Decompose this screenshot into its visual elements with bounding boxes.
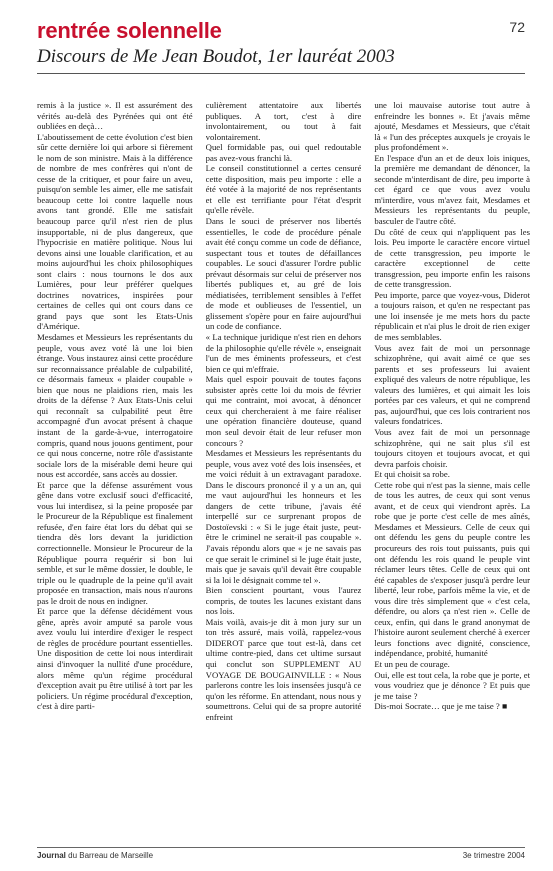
column-1: [37, 100, 193, 837]
column-2: [206, 100, 362, 837]
paragraph: Dans le souci de préserver nos libertés essentielles, le code de procédure pénale avait été conçu comme un code de défiance, suspectant tous et toutes de défaillances coupables. Le souci d'assurer l'ordre public prévaut désormais sur celui de préserver nos libertés publiques et, au gré de lois médiatisées, terriblement sensibles à l'effet de mode et oublieuses de l'essentiel, un glissement s'opère pour en faire aujourd'hui un code de confiance.: [205, 216, 362, 332]
page-number: 72: [509, 19, 525, 35]
paragraph: Et parce que la défense assurément vous gêne dans votre exclusif souci d'efficacité, vous lui interdisez, si la peine proposée par le Procureur de la République est finalement refusée, d'en faire état lors du débat qui se tiendra dès lors devant la juridiction correctionnelle. Monsieur le Procureur de la République pourra requérir si bon lui semble, et sur le même dossier, le double, le triple ou le quadruple de la peine qu'il avait proposée en transaction, mais nous n'aurons pas le droit de nous en indigner.: [37, 479, 193, 606]
paragraph: Quel formidable pas, oui quel redoutable pas avez-vous franchi là.: [205, 142, 362, 163]
paragraph: Du côté de ceux qui n'appliquent pas les lois. Peu importe le caractère encore virtuel de cette transgression, peu importe le caractère exceptionnel de cette transgression, peu importe enfin les raisons de cette transgression.: [374, 226, 531, 290]
paragraph: Le conseil constitutionnel a certes censuré cette disposition, mais peu importe : elle a été votée à la majorité de nos représentants et elle est terrifiante pour l'état d'esprit qu'elle révèle.: [205, 163, 362, 216]
paragraph: Et qui choisit sa robe.: [374, 469, 450, 480]
paragraph: En l'espace d'un an et de deux lois iniques, la première me demandant de dénoncer, la seconde m'interdisant de dire, peu importe à cet égard ce que vous avez voulu m'interdire, vous m'avez fait, Mesdames et Messieurs les représentants du peuple, basculer de l'autre côté.: [374, 152, 531, 227]
paragraph: remis à la justice ». Il est assurément des vérités au-delà des Pyrénées qui ont été oubliées en deçà…: [37, 100, 193, 132]
paragraph: Vous avez fait de moi un personnage schizophrène, qui avait aimé ce que ses parents et ses professeurs lui avaient expliqué des valeurs de notre république, les valeurs des lumières, et qui aimait les lois portées par ces valeurs, et qui ne comprend pas, aujourd'hui, que ces lois contrarient nos valeurs fondatrices.: [374, 342, 531, 427]
article-subtitle: Discours de Me Jean Boudot, 1er lauréat 2003: [37, 46, 395, 67]
paragraph: Peu importe, parce que voyez-vous, Diderot a toujours raison, et qu'en ne respectant pas une loi insensée je me mets hors du pacte républicain et n'ai plus le droit de rien exiger de mes semblables.: [374, 289, 531, 343]
paragraph: Et parce que la défense décidément vous gêne, après avoir amputé sa parole vous avez voulu lui interdire d'exiger le respect de règles de procédure pourtant essentielles. Une disposition de cette loi nous interdirait ainsi d'invoquer la nullité d'une procédure, alors même qu'un régime procédural d'exception avait pu être utilisé à tort par les policiers. Un régime procédural d'exception, c'est à dire parti-: [37, 606, 193, 712]
issue-date: 3e trimestre 2004: [462, 851, 525, 860]
journal-name-bold: Journal: [37, 851, 66, 860]
journal-name: [37, 851, 153, 860]
paragraph: Dis-moi Socrate… que je me taise ? ■: [374, 701, 508, 712]
paragraph: Et un peu de courage.: [374, 658, 450, 669]
column-3: [374, 100, 530, 837]
paragraph: « La technique juridique n'est rien en dehors de la philosophie qu'elle révèle », enseignait l'un de mes éminents professeurs, et c'est bien ce qui m'effraie.: [205, 332, 362, 374]
page-title: rentrée solennelle: [37, 18, 222, 43]
paragraph: Mais voilà, avais-je dit à mon jury sur un ton très assuré, mais voilà, rappelez-vous DIDEROT parce que tout est-là, dans cet ultime contre-pied, dans cet ultime sursaut qui conclut son SUPPLEMENT AU VOYAGE DE BOUGAINVILLE : « Nous parlerons contre les lois insensées jusqu'à ce qu'on les réforme. En attendant, nous nous y soumettrons. Celui qui de sa propre autorité enfreint: [205, 616, 362, 722]
article-body: [37, 100, 530, 837]
paragraph: Mais quel espoir pouvait de toutes façons subsister après cette loi du mois de février qui me contraint, moi avocat, à dénoncer ceux qui chercheraient à me faire réaliser une opération financière douteuse, quand mon seul devoir était de leur refuser mon concours ?: [205, 374, 362, 448]
paragraph: L'aboutissement de cette évolution c'est bien sûr cette dernière loi qui arbore si fièrement le nom de son ministre. Mais à la différence de nombre de mes confrères qui n'ont de cesse de la critiquer, et pour faire un aveu, puisqu'on semble les aimer, elle me satisfait beaucoup cette loi contre laquelle nous avons tant grondé. Elle me satisfait beaucoup parce qu'il n'est rien de plus insupportable, ni de plus dangereux, que l'hypocrisie en matière politique. Nous lui devons ainsi une louable clarification, et au moins aujourd'hui les choix philosophiques sont clairs : nous tournons le dos aux Lumières, pour leur préférer quelques doctrines novatrices, inspirées pour certaines de celles qui ont cours dans ce grand pays que sont les Etats-Unis d'Amérique.: [37, 131, 193, 332]
paragraph: Bien conscient pourtant, vous l'aurez compris, de toutes les lacunes existant dans nos lois.: [205, 585, 362, 617]
journal-name-rest: du Barreau de Marseille: [65, 851, 154, 860]
paragraph: Vous avez fait de moi un personnage schizophrène, qui ne sait plus s'il est toujours citoyen et toujours avocat, et qui devra parfois choisir.: [374, 426, 531, 469]
paragraph: Mesdames et Messieurs les représentants du peuple, vous avez voté là une loi bien étrange. Vous instaurez ainsi cette procédure sur reconnaissance préalable de culpabilité, ce désormais fameux « plaider coupable » bien que nous ne plaidions rien, mais les droits de la défense ? Aux Etats-Unis celui qui reconnaît sa culpabilité peut être accompagné d'un avocat présent à chaque instant de la garde-à-vue, interrogatoire compris, quand nous jouons gentiment, pour ce qui nous concerne, notre rôle d'assistante sociale lors de la misérable demi heure qui nous est accordée, sans accès au dossier.: [37, 332, 193, 480]
paragraph: Oui, elle est tout cela, la robe que je porte, et vous voudriez que je dénonce ? Et puis que je me taise ?: [374, 669, 531, 701]
paragraph: Cette robe qui n'est pas la sienne, mais celle de tous les autres, de ceux qui sont venus avant, et de ceux qui viendront après. La robe que je porte c'est celle de mes aînés, Mesdames et Messieurs. Celle de ceux qui ont défendu les gens du peuple contre les procureurs des rois tout puissants, puis qui ont défendu les rois quand le peuple vint réclamer leurs têtes. Celle de ceux qui ont été capables de s'exposer jusqu'à perdre leur liberté, leur robe, parfois même la vie, et de vous dire très simplement que « c'est cela, défendre, ou alors ça n'est rien ». Celle de ceux, enfin, qui dans le grand anonymat de l'histoire auront seulement cherché à exercer leurs fonctions avec dignité, conscience, indépendance, probité, humanité: [374, 479, 531, 659]
paragraph: Mesdames et Messieurs les représentants du peuple, vous avez voté des lois insensées, et me voici réduit à un extravagant paradoxe. Dans le discours prononcé il y a un an, qui me vaut aujourd'hui les honneurs et les dangers de cette tribune, j'avais été interpellé sur ce surprenant propos de Dostoïevski : « Si le juge était juste, peut-être le criminel ne serait-il pas coupable ». J'avais répondu alors que « je ne savais pas ce que serait le criminel si le juge était juste, mais que je savais qu'il devait être coupable si la loi le désignait comme tel ».: [205, 448, 362, 585]
paragraph: culièrement attentatoire aux libertés publiques. A tort, c'est à dire involontairement, ou tout à fait volontairement.: [205, 100, 362, 142]
header-divider: [37, 73, 525, 74]
paragraph: une loi mauvaise autorise tout autre à enfreindre les bonnes ». Et j'avais même ajouté, Mesdames et Messieurs, que c'était là « l'un des préceptes auxquels je croyais le plus profondément ».: [374, 100, 531, 153]
footer-divider: [37, 847, 525, 848]
